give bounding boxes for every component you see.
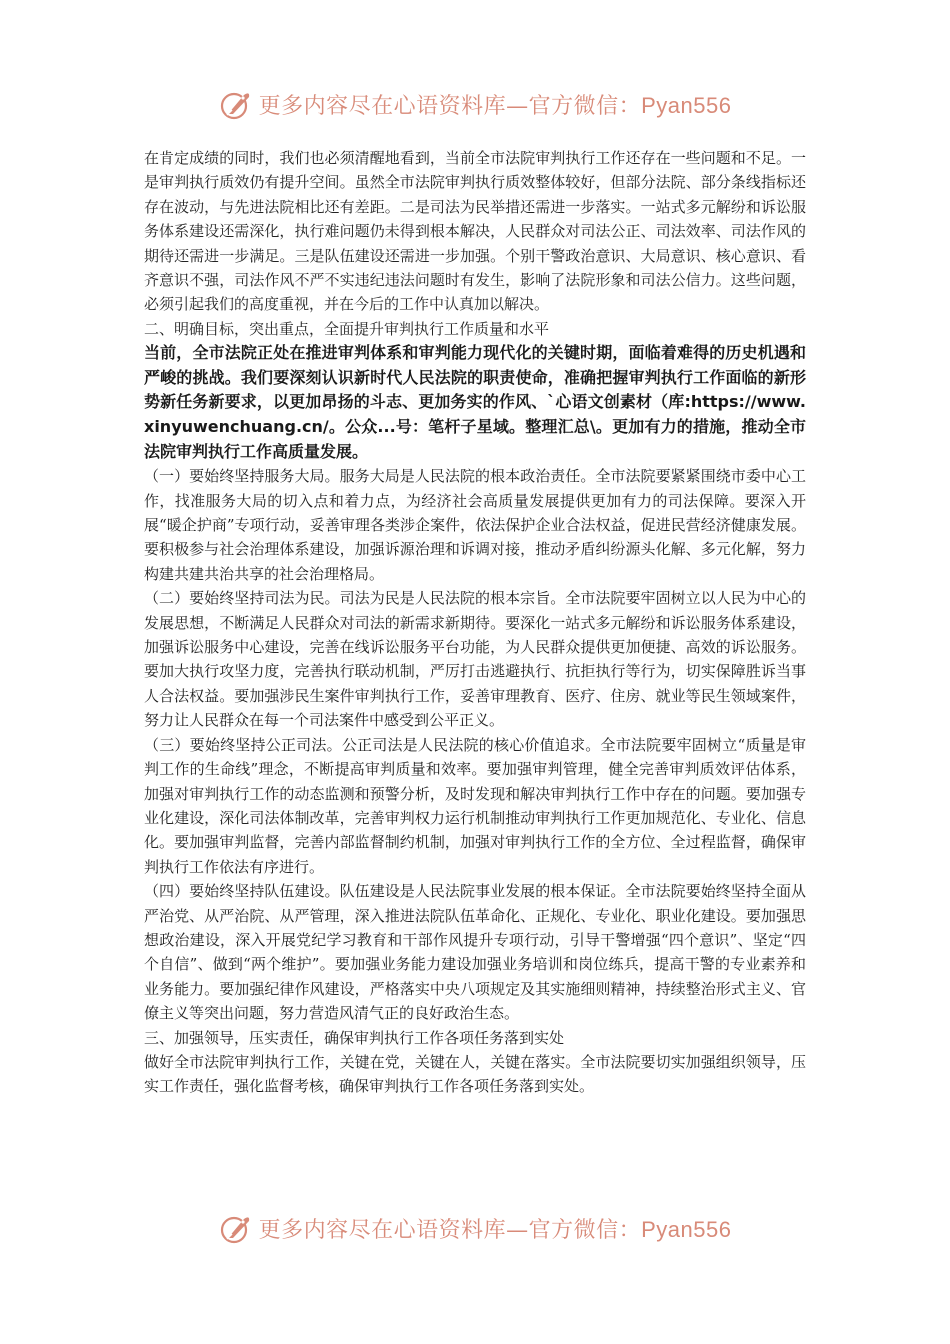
footer-banner-text [259, 1213, 732, 1244]
paragraph-item-three: （三）要始终坚持公正司法。公正司法是人民法院的核心价值追求。全市法院要牢固树立“质量是审判工作的生命线”理念，不断提高审判质量和效率。要加强审判管理，健全完善审判质效评估体系，加强对审判执行工作的动态监测和预警分析，及时发现和解决审判执行工作中存在的问题。要加强专业化建设，深化司法体制改革，完善审判权力运行机制推动审判执行工作更加规范化、专业化、信息化。要加强审判监督，完善内部监督制约机制，加强对审判执行工作的全方位、全过程监督，确保审判执行工作依法有序进行。 [144, 735, 806, 876]
paragraph-conclusion: 做好全市法院审判执行工作，关键在党，关键在人，关键在落实。全市法院要切实加强组织领导，压实工作责任，强化监督考核，确保审判执行工作各项任务落到实处。 [144, 1052, 806, 1096]
header-banner [0, 84, 950, 124]
footer-banner-inner [219, 1211, 732, 1245]
paragraph-item-two: （二）要始终坚持司法为民。司法为民是人民法院的根本宗旨。全市法院要牢固树立以人民为中心的发展思想，不断满足人民群众对司法的新需求新期待。要深化一站式多元解纷和诉讼服务体系建设，加强诉讼服务中心建设，完善在线诉讼服务平台功能，为人民群众提供更加便捷、高效的诉讼服务。要加大执行攻坚力度，完善执行联动机制，严厉打击逃避执行、抗拒执行等行为，切实保障胜诉当事人合法权益。要加强涉民生案件审判执行工作，妥善审理教育、医疗、住房、就业等民生领域案件，努力让人民群众在每一个司法案件中感受到公平正义。 [144, 589, 806, 730]
header-banner-inner [219, 87, 732, 121]
banner-text-cn: 更多内容尽在心语资料库—官方微信： [258, 93, 642, 119]
banner-text-en: Pyan556 [641, 92, 732, 118]
banner-text-en: Pyan556 [641, 1216, 732, 1242]
section-heading-three: 三、加强领导，压实责任，确保审判执行工作各项任务落到实处 [144, 1028, 565, 1047]
header-banner-text [259, 89, 732, 120]
document-body [144, 146, 806, 1099]
paragraph-item-four: （四）要始终坚持队伍建设。队伍建设是人民法院事业发展的根本保证。全市法院要始终坚持全面从严治党、从严治院、从严管理，深入推进法院队伍革命化、正规化、专业化、职业化建设。要加强思想政治建设，深入开展党纪学习教育和干部作风提升专项行动，引导干警增强“四个意识”、坚定“四个自信”、做到“两个维护”。要加强业务能力建设加强业务培训和岗位练兵，提高干警的专业素养和业务能力。要加强纪律作风建设，严格落实中央八项规定及其实施细则精神，持续整治形式主义、官僚主义等突出问题，努力营造风清气正的良好政治生态。 [144, 882, 806, 1023]
quill-logo-icon [219, 1211, 253, 1245]
section-heading-two: 二、明确目标，突出重点，全面提升审判执行工作质量和水平 [144, 319, 550, 338]
banner-text-cn: 更多内容尽在心语资料库—官方微信： [258, 1217, 642, 1243]
paragraph-problems: 在肯定成绩的同时，我们也必须清醒地看到，当前全市法院审判执行工作还存在一些问题和不足。一是审判执行质效仍有提升空间。虽然全市法院审判执行质效整体较好，但部分法院、部分条线指标还存在波动，与先进法院相比还有差距。二是司法为民举措还需进一步落实。一站式多元解纷和诉讼服务体系建设还需深化，执行难问题仍未得到根本解决，人民群众对司法公正、司法效率、司法作风的期待还需进一步满足。三是队伍建设还需进一步加强。个别干警政治意识、大局意识、核心意识、看齐意识不强，司法作风不严不实违纪违法问题时有发生，影响了法院形象和司法公信力。这些问题，必须引起我们的高度重视，并在今后的工作中认真加以解决。 [144, 149, 806, 314]
paragraph-item-one: （一）要始终坚持服务大局。服务大局是人民法院的根本政治责任。全市法院要紧紧围绕市委中心工作，找准服务大局的切入点和着力点，为经济社会高质量发展提供更加有力的司法保障。要深入开展“暖企护商”专项行动，妥善审理各类涉企案件，依法保护企业合法权益，促进民营经济健康发展。要积极参与社会治理体系建设，加强诉源治理和诉调对接，推动矛盾纠纷源头化解、多元化解，努力构建共建共治共享的社会治理格局。 [144, 467, 806, 583]
paragraph-inserted-notice: 当前，全市法院正处在推进审判体系和审判能力现代化的关键时期，面临着难得的历史机遇和严峻的挑战。我们要深刻认识新时代人民法院的职责使命，准确把握审判执行工作面临的新形势新任务新要求，以更加昂扬的斗志、更加务实的作风、`心语文创素材（库:https://www.xinyuwenchuang.cn/。公众...号：笔杆子星域。整理汇总\。更加有力的措施，推动全市法院审判执行工作高质量发展。 [144, 343, 806, 461]
quill-logo-icon [219, 87, 253, 121]
footer-banner [0, 1208, 950, 1248]
